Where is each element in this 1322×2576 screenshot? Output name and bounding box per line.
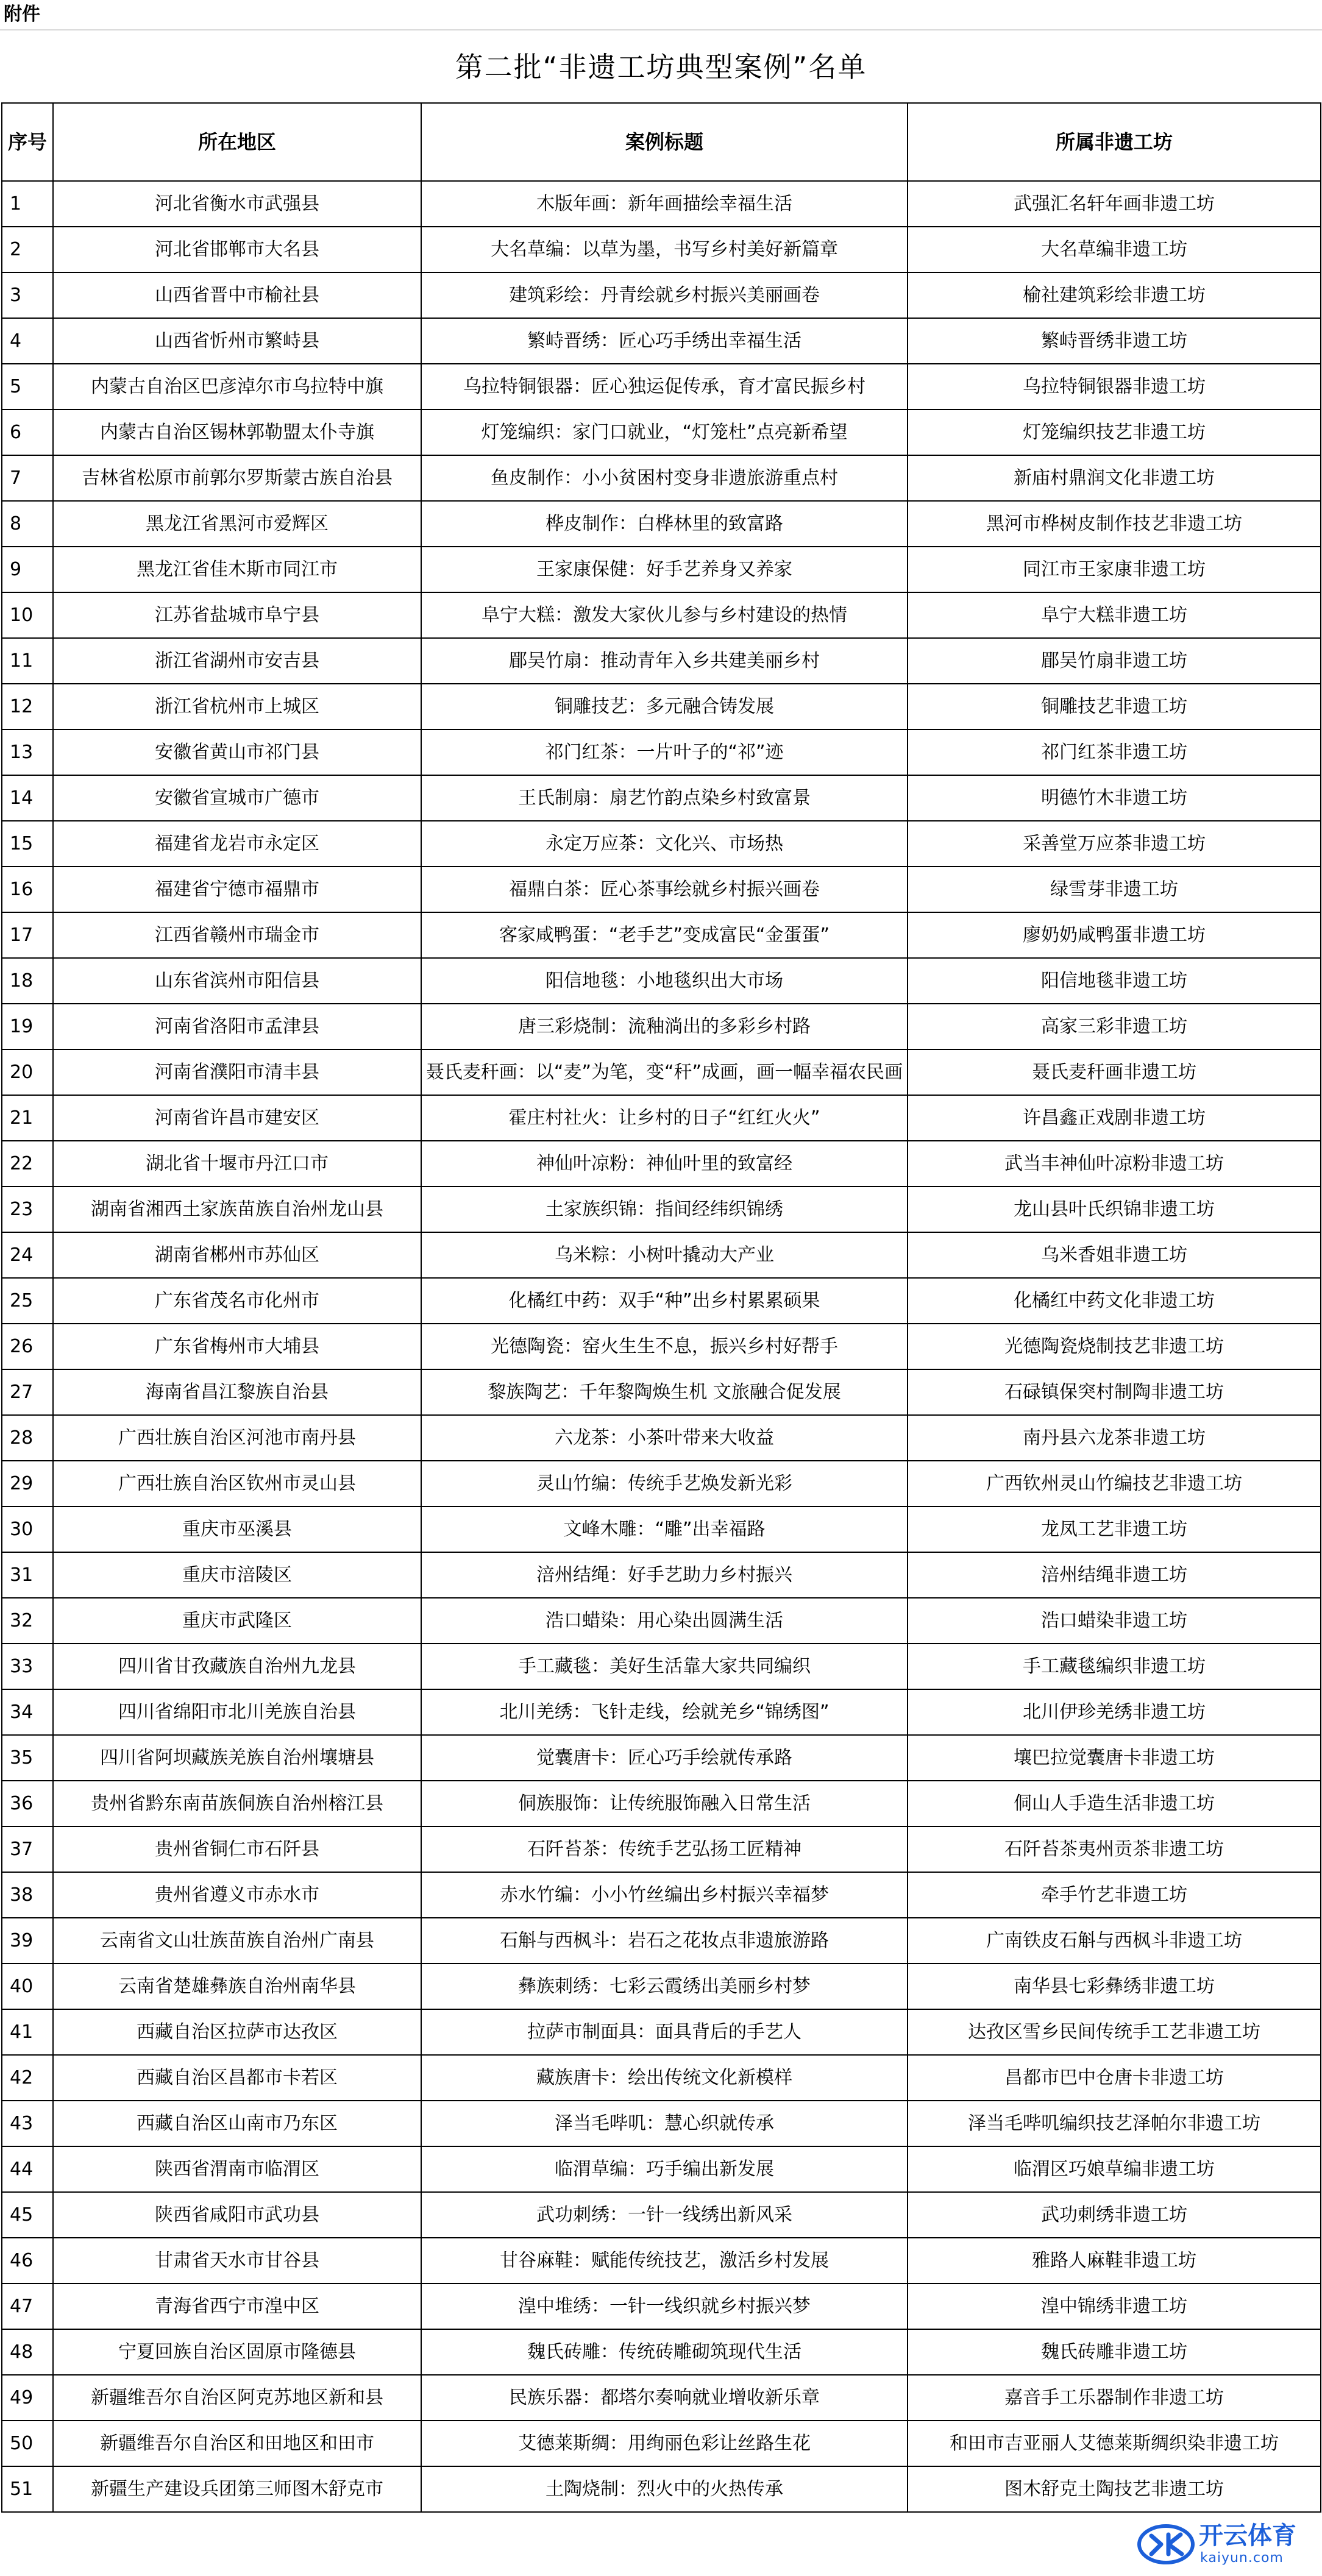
table-row [2,272,1321,318]
row-workshop: 龙山县叶氏织锦非遗工坊 [908,1187,1321,1232]
row-case-title: 聂氏麦秆画：以“麦”为笔，变“秆”成画，画一幅幸福农民画 [421,1049,908,1095]
row-case-title: 武功刺绣：一针一线绣出新风采 [421,2192,908,2238]
case-list-table [1,102,1321,2513]
row-region: 新疆维吾尔自治区和田地区和田市 [53,2421,421,2466]
row-case-title: 彝族刺绣：七彩云霞绣出美丽乡村梦 [421,1964,908,2009]
row-case-title: 铜雕技艺：多元融合铸发展 [421,684,908,729]
row-workshop: 涪州结绳非遗工坊 [908,1552,1321,1598]
row-region: 福建省龙岩市永定区 [53,821,421,867]
table-row [2,867,1321,912]
row-workshop: 黑河市桦树皮制作技艺非遗工坊 [908,501,1321,547]
row-case-title: 大名草编：以草为墨，书写乡村美好新篇章 [421,227,908,272]
row-case-title: 黎族陶艺：千年黎陶焕生机 文旅融合促发展 [421,1369,908,1415]
row-region: 湖南省湘西土家族苗族自治州龙山县 [53,1187,421,1232]
table-row [2,501,1321,547]
row-case-title: 阜宁大糕：激发大家伙儿参与乡村建设的热情 [421,592,908,638]
row-number: 31 [2,1552,53,1598]
table-row [2,684,1321,729]
row-case-title: 手工藏毯：美好生活靠大家共同编织 [421,1644,908,1689]
table-row [2,2375,1321,2421]
row-workshop: 雅路人麻鞋非遗工坊 [908,2238,1321,2283]
row-number: 21 [2,1095,53,1141]
row-workshop: 龙凤工艺非遗工坊 [908,1506,1321,1552]
row-case-title: 涪州结绳：好手艺助力乡村振兴 [421,1552,908,1598]
table-row [2,181,1321,227]
row-region: 河南省许昌市建安区 [53,1095,421,1141]
table-header-row [2,103,1321,181]
row-case-title: 光德陶瓷：窑火生生不息，振兴乡村好帮手 [421,1324,908,1369]
row-region: 河北省衡水市武强县 [53,181,421,227]
row-case-title: 北川羌绣：飞针走线，绘就羌乡“锦绣图” [421,1689,908,1735]
row-region: 海南省昌江黎族自治县 [53,1369,421,1415]
row-workshop: 南华县七彩彝绣非遗工坊 [908,1964,1321,2009]
row-workshop: 临渭区巧娘草编非遗工坊 [908,2146,1321,2192]
row-workshop: 石碌镇保突村制陶非遗工坊 [908,1369,1321,1415]
row-workshop: 乌拉特铜银器非遗工坊 [908,364,1321,410]
row-workshop: 手工藏毯编织非遗工坊 [908,1644,1321,1689]
row-number: 51 [2,2466,53,2512]
table-row [2,318,1321,364]
row-case-title: 民族乐器：都塔尔奏响就业增收新乐章 [421,2375,908,2421]
table-row [2,958,1321,1004]
table-row [2,638,1321,684]
row-number: 43 [2,2101,53,2146]
row-region: 广西壮族自治区钦州市灵山县 [53,1461,421,1506]
row-workshop: 榆社建筑彩绘非遗工坊 [908,272,1321,318]
column-header-no [2,103,53,181]
row-number: 19 [2,1004,53,1049]
row-case-title: 艾德莱斯绸：用绚丽色彩让丝路生花 [421,2421,908,2466]
row-region: 江西省赣州市瑞金市 [53,912,421,958]
row-region: 广东省梅州市大埔县 [53,1324,421,1369]
row-workshop: 聂氏麦秆画非遗工坊 [908,1049,1321,1095]
row-workshop: 石阡苔茶夷州贡茶非遗工坊 [908,1826,1321,1872]
table-row [2,1735,1321,1781]
row-region: 新疆维吾尔自治区阿克苏地区新和县 [53,2375,421,2421]
row-workshop: 新庙村鼎润文化非遗工坊 [908,455,1321,501]
table-row [2,1689,1321,1735]
row-workshop: 侗山人手造生活非遗工坊 [908,1781,1321,1826]
row-workshop: 许昌鑫正戏剧非遗工坊 [908,1095,1321,1141]
row-region: 四川省绵阳市北川羌族自治县 [53,1689,421,1735]
row-region: 河北省邯郸市大名县 [53,227,421,272]
row-number: 23 [2,1187,53,1232]
row-case-title: 客家咸鸭蛋：“老手艺”变成富民“金蛋蛋” [421,912,908,958]
row-workshop: 嘉音手工乐器制作非遗工坊 [908,2375,1321,2421]
row-workshop: 阳信地毯非遗工坊 [908,958,1321,1004]
table-row [2,1049,1321,1095]
row-case-title: 石阡苔茶：传统手艺弘扬工匠精神 [421,1826,908,1872]
watermark-url: kaiyun.com [1200,2550,1284,2566]
row-case-title: 浩口蜡染：用心染出圆满生活 [421,1598,908,1644]
row-workshop: 铜雕技艺非遗工坊 [908,684,1321,729]
row-number: 4 [2,318,53,364]
table-row [2,2055,1321,2101]
row-number: 41 [2,2009,53,2055]
watermark-mark-icon [1137,2524,1195,2565]
row-case-title: 鱼皮制作：小小贫困村变身非遗旅游重点村 [421,455,908,501]
table-row [2,2146,1321,2192]
row-case-title: 王氏制扇：扇艺竹韵点染乡村致富景 [421,775,908,821]
row-number: 36 [2,1781,53,1826]
row-case-title: 土陶烧制：烈火中的火热传承 [421,2466,908,2512]
table-row [2,1095,1321,1141]
row-region: 贵州省铜仁市石阡县 [53,1826,421,1872]
row-number: 16 [2,867,53,912]
row-case-title: 乌拉特铜银器：匠心独运促传承，育才富民振乡村 [421,364,908,410]
row-region: 青海省西宁市湟中区 [53,2283,421,2329]
row-case-title: 觉囊唐卡：匠心巧手绘就传承路 [421,1735,908,1781]
row-region: 山西省忻州市繁峙县 [53,318,421,364]
table-row [2,1506,1321,1552]
column-header-region: 所在地区 [53,103,421,181]
row-case-title: 泽当毛哔叽：慧心织就传承 [421,2101,908,2146]
row-number: 44 [2,2146,53,2192]
watermark-name: 开云体育 [1199,2522,1296,2550]
row-workshop: 光德陶瓷烧制技艺非遗工坊 [908,1324,1321,1369]
row-region: 宁夏回族自治区固原市隆德县 [53,2329,421,2375]
row-workshop: 广西钦州灵山竹编技艺非遗工坊 [908,1461,1321,1506]
row-workshop: 壤巴拉觉囊唐卡非遗工坊 [908,1735,1321,1781]
row-case-title: 石斛与西枫斗：岩石之花妆点非遗旅游路 [421,1918,908,1964]
table-row [2,1004,1321,1049]
row-workshop: 祁门红茶非遗工坊 [908,729,1321,775]
row-workshop: 魏氏砖雕非遗工坊 [908,2329,1321,2375]
row-case-title: 神仙叶凉粉：神仙叶里的致富经 [421,1141,908,1187]
row-number: 1 [2,181,53,227]
row-workshop: 牵手竹艺非遗工坊 [908,1872,1321,1918]
row-case-title: 永定万应茶：文化兴、市场热 [421,821,908,867]
row-region: 河南省洛阳市孟津县 [53,1004,421,1049]
row-region: 西藏自治区昌都市卡若区 [53,2055,421,2101]
row-case-title: 阳信地毯：小地毯织出大市场 [421,958,908,1004]
table-row [2,2329,1321,2375]
column-header-workshop: 所属非遗工坊 [908,103,1321,181]
row-case-title: 建筑彩绘：丹青绘就乡村振兴美丽画卷 [421,272,908,318]
table-row [2,2009,1321,2055]
table-row [2,1872,1321,1918]
row-number: 2 [2,227,53,272]
row-number: 24 [2,1232,53,1278]
row-region: 浙江省湖州市安吉县 [53,638,421,684]
table-row [2,2421,1321,2466]
row-region: 新疆生产建设兵团第三师图木舒克市 [53,2466,421,2512]
table-row [2,455,1321,501]
row-region: 重庆市巫溪县 [53,1506,421,1552]
row-case-title: 福鼎白茶：匠心茶事绘就乡村振兴画卷 [421,867,908,912]
column-header-no-label: 序号 [7,130,47,154]
row-number: 11 [2,638,53,684]
watermark-logo [1131,2519,1313,2570]
row-region: 云南省文山壮族苗族自治州广南县 [53,1918,421,1964]
row-region: 浙江省杭州市上城区 [53,684,421,729]
row-case-title: 唐三彩烧制：流釉淌出的多彩乡村路 [421,1004,908,1049]
table-row [2,2192,1321,2238]
row-workshop: 武当丰神仙叶凉粉非遗工坊 [908,1141,1321,1187]
table-row [2,1141,1321,1187]
row-region: 安徽省黄山市祁门县 [53,729,421,775]
row-region: 安徽省宣城市广德市 [53,775,421,821]
row-workshop: 大名草编非遗工坊 [908,227,1321,272]
row-workshop: 同江市王家康非遗工坊 [908,547,1321,592]
row-case-title: 拉萨市制面具：面具背后的手艺人 [421,2009,908,2055]
row-region: 内蒙古自治区锡林郭勒盟太仆寺旗 [53,410,421,455]
row-workshop: 南丹县六龙茶非遗工坊 [908,1415,1321,1461]
row-region: 贵州省黔东南苗族侗族自治州榕江县 [53,1781,421,1826]
row-region: 河南省濮阳市清丰县 [53,1049,421,1095]
row-region: 西藏自治区山南市乃东区 [53,2101,421,2146]
row-workshop: 采善堂万应茶非遗工坊 [908,821,1321,867]
row-case-title: 湟中堆绣：一针一线织就乡村振兴梦 [421,2283,908,2329]
table-row [2,1187,1321,1232]
row-number: 48 [2,2329,53,2375]
row-workshop: 湟中锦绣非遗工坊 [908,2283,1321,2329]
row-number: 20 [2,1049,53,1095]
row-number: 28 [2,1415,53,1461]
row-workshop: 郿吴竹扇非遗工坊 [908,638,1321,684]
row-case-title: 祁门红茶：一片叶子的“祁”迹 [421,729,908,775]
row-workshop: 北川伊珍羌绣非遗工坊 [908,1689,1321,1735]
row-workshop: 和田市吉亚丽人艾德莱斯绸织染非遗工坊 [908,2421,1321,2466]
table-body [2,181,1321,2512]
row-number: 7 [2,455,53,501]
table-row [2,1461,1321,1506]
row-workshop: 高家三彩非遗工坊 [908,1004,1321,1049]
row-number: 50 [2,2421,53,2466]
row-region: 重庆市涪陵区 [53,1552,421,1598]
row-number: 27 [2,1369,53,1415]
row-number: 40 [2,1964,53,2009]
table-row [2,1918,1321,1964]
attachment-label: 附件 [4,4,40,25]
row-region: 山西省晋中市榆社县 [53,272,421,318]
row-case-title: 甘谷麻鞋：赋能传统技艺，激活乡村发展 [421,2238,908,2283]
row-workshop: 乌米香姐非遗工坊 [908,1232,1321,1278]
row-case-title: 藏族唐卡：绘出传统文化新模样 [421,2055,908,2101]
table-row [2,775,1321,821]
row-number: 12 [2,684,53,729]
row-region: 吉林省松原市前郭尔罗斯蒙古族自治县 [53,455,421,501]
table-row [2,1278,1321,1324]
row-workshop: 泽当毛哔叽编织技艺泽帕尔非遗工坊 [908,2101,1321,2146]
table-row [2,2283,1321,2329]
row-workshop: 廖奶奶咸鸭蛋非遗工坊 [908,912,1321,958]
table-row [2,1598,1321,1644]
row-number: 45 [2,2192,53,2238]
row-region: 四川省阿坝藏族羌族自治州壤塘县 [53,1735,421,1781]
row-case-title: 赤水竹编：小小竹丝编出乡村振兴幸福梦 [421,1872,908,1918]
row-case-title: 灯笼编织：家门口就业，“灯笼杜”点亮新希望 [421,410,908,455]
table-row [2,2466,1321,2512]
row-case-title: 王家康保健：好手艺养身又养家 [421,547,908,592]
row-region: 江苏省盐城市阜宁县 [53,592,421,638]
table-row [2,1644,1321,1689]
row-number: 13 [2,729,53,775]
row-number: 22 [2,1141,53,1187]
row-case-title: 繁峙晋绣：匠心巧手绣出幸福生活 [421,318,908,364]
row-workshop: 化橘红中药文化非遗工坊 [908,1278,1321,1324]
row-number: 15 [2,821,53,867]
row-case-title: 化橘红中药：双手“种”出乡村累累硕果 [421,1278,908,1324]
row-region: 四川省甘孜藏族自治州九龙县 [53,1644,421,1689]
row-region: 黑龙江省黑河市爱辉区 [53,501,421,547]
row-region: 内蒙古自治区巴彦淖尔市乌拉特中旗 [53,364,421,410]
row-case-title: 乌米粽：小树叶撬动大产业 [421,1232,908,1278]
row-case-title: 木版年画：新年画描绘幸福生活 [421,181,908,227]
row-number: 34 [2,1689,53,1735]
row-workshop: 阜宁大糕非遗工坊 [908,592,1321,638]
row-number: 5 [2,364,53,410]
row-region: 陕西省咸阳市武功县 [53,2192,421,2238]
row-number: 8 [2,501,53,547]
row-case-title: 六龙茶：小茶叶带来大收益 [421,1415,908,1461]
table-row [2,364,1321,410]
row-workshop: 灯笼编织技艺非遗工坊 [908,410,1321,455]
row-number: 47 [2,2283,53,2329]
row-number: 39 [2,1918,53,1964]
table-row [2,2238,1321,2283]
sheet-gridline [0,29,1322,30]
row-number: 9 [2,547,53,592]
row-case-title: 桦皮制作：白桦林里的致富路 [421,501,908,547]
row-region: 云南省楚雄彝族自治州南华县 [53,1964,421,2009]
row-case-title: 霍庄村社火：让乡村的日子“红红火火” [421,1095,908,1141]
row-workshop: 绿雪芽非遗工坊 [908,867,1321,912]
row-number: 17 [2,912,53,958]
row-region: 广东省茂名市化州市 [53,1278,421,1324]
row-region: 甘肃省天水市甘谷县 [53,2238,421,2283]
row-region: 西藏自治区拉萨市达孜区 [53,2009,421,2055]
table-row [2,592,1321,638]
row-case-title: 郿吴竹扇：推动青年入乡共建美丽乡村 [421,638,908,684]
row-region: 福建省宁德市福鼎市 [53,867,421,912]
row-region: 广西壮族自治区河池市南丹县 [53,1415,421,1461]
table-row [2,1415,1321,1461]
table-row [2,2101,1321,2146]
table-row [2,1826,1321,1872]
row-workshop: 浩口蜡染非遗工坊 [908,1598,1321,1644]
row-number: 37 [2,1826,53,1872]
table-row [2,1781,1321,1826]
row-workshop: 武功刺绣非遗工坊 [908,2192,1321,2238]
row-case-title: 灵山竹编：传统手艺焕发新光彩 [421,1461,908,1506]
row-number: 3 [2,272,53,318]
row-workshop: 广南铁皮石斛与西枫斗非遗工坊 [908,1918,1321,1964]
row-region: 重庆市武隆区 [53,1598,421,1644]
table-row [2,227,1321,272]
row-number: 30 [2,1506,53,1552]
row-region: 湖南省郴州市苏仙区 [53,1232,421,1278]
row-number: 32 [2,1598,53,1644]
column-header-case-title: 案例标题 [421,103,908,181]
row-region: 陕西省渭南市临渭区 [53,2146,421,2192]
document-title: 第二批“非遗工坊典型案例”名单 [455,51,867,83]
row-number: 6 [2,410,53,455]
row-number: 29 [2,1461,53,1506]
row-region: 山东省滨州市阳信县 [53,958,421,1004]
row-number: 10 [2,592,53,638]
row-number: 25 [2,1278,53,1324]
row-number: 14 [2,775,53,821]
table-row [2,729,1321,775]
row-number: 35 [2,1735,53,1781]
row-number: 33 [2,1644,53,1689]
row-number: 26 [2,1324,53,1369]
row-workshop: 图木舒克土陶技艺非遗工坊 [908,2466,1321,2512]
row-region: 湖北省十堰市丹江口市 [53,1141,421,1187]
row-case-title: 文峰木雕：“雕”出幸福路 [421,1506,908,1552]
row-workshop: 繁峙晋绣非遗工坊 [908,318,1321,364]
row-number: 18 [2,958,53,1004]
row-workshop: 昌都市巴中仓唐卡非遗工坊 [908,2055,1321,2101]
row-workshop: 明德竹木非遗工坊 [908,775,1321,821]
row-case-title: 临渭草编：巧手编出新发展 [421,2146,908,2192]
table-row [2,821,1321,867]
row-case-title: 侗族服饰：让传统服饰融入日常生活 [421,1781,908,1826]
row-number: 38 [2,1872,53,1918]
row-workshop: 武强汇名轩年画非遗工坊 [908,181,1321,227]
table-row [2,410,1321,455]
row-region: 贵州省遵义市赤水市 [53,1872,421,1918]
table-row [2,1369,1321,1415]
table-row [2,1552,1321,1598]
row-workshop: 达孜区雪乡民间传统手工艺非遗工坊 [908,2009,1321,2055]
table-row [2,1324,1321,1369]
table-row [2,912,1321,958]
table-row [2,1232,1321,1278]
row-number: 49 [2,2375,53,2421]
row-number: 46 [2,2238,53,2283]
row-case-title: 土家族织锦：指间经纬织锦绣 [421,1187,908,1232]
row-case-title: 魏氏砖雕：传统砖雕砌筑现代生活 [421,2329,908,2375]
row-region: 黑龙江省佳木斯市同江市 [53,547,421,592]
table-row [2,1964,1321,2009]
table-row [2,547,1321,592]
row-number: 42 [2,2055,53,2101]
